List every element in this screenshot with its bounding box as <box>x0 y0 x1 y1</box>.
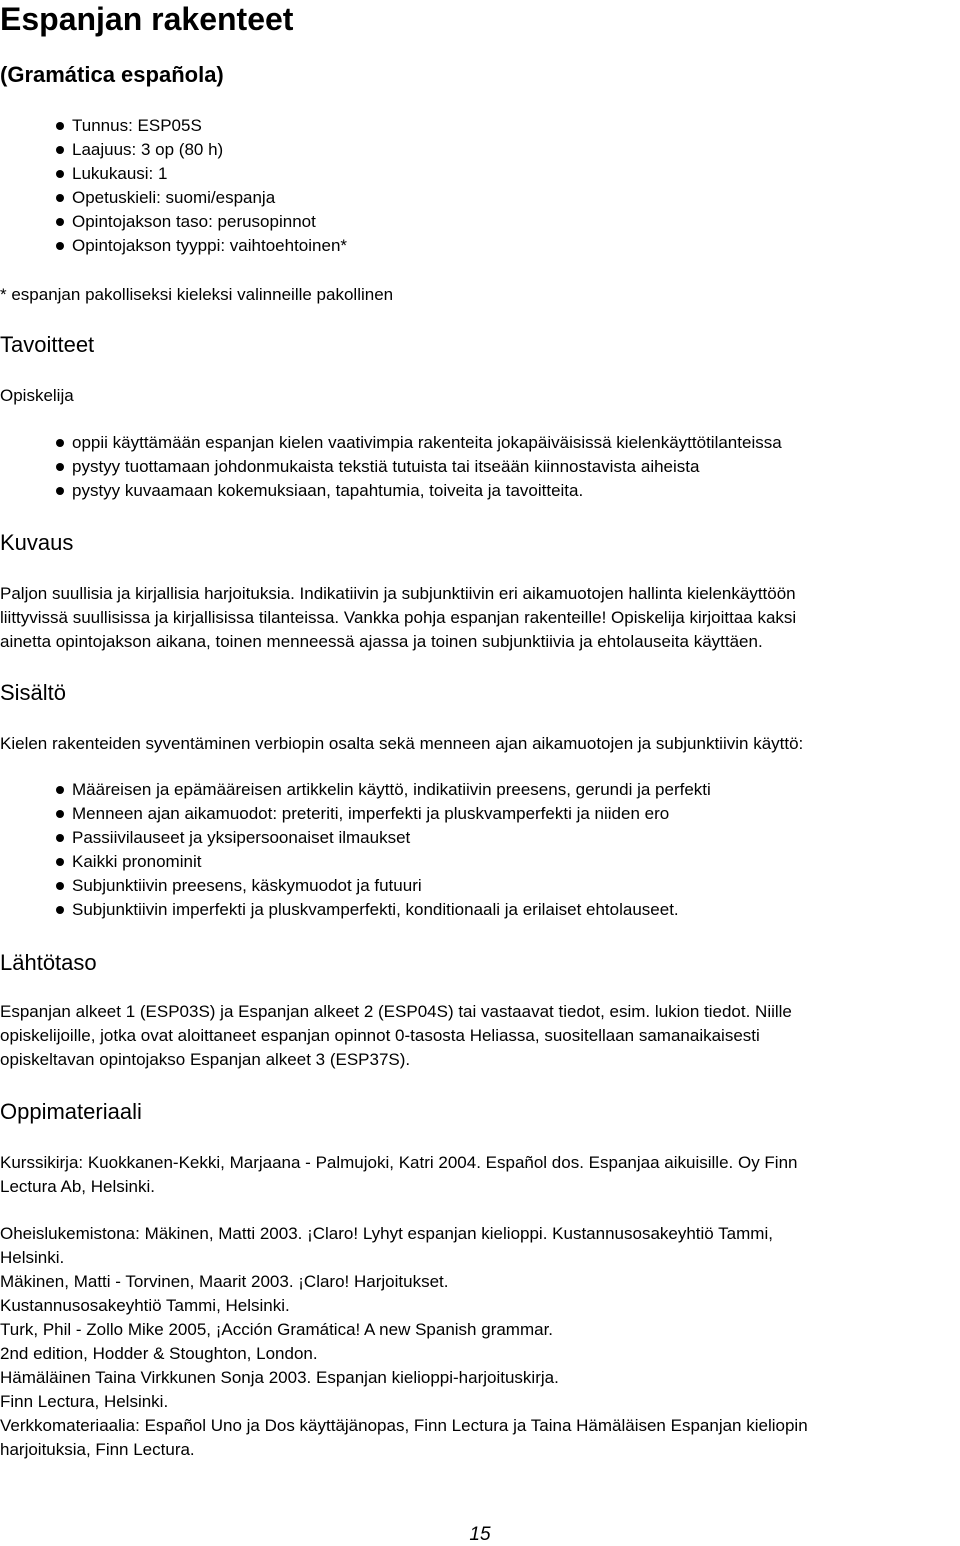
bullet-icon <box>56 463 64 471</box>
bullet-icon <box>56 834 64 842</box>
bullet-icon <box>56 122 64 130</box>
list-item: Opetuskieli: suomi/espanja <box>56 186 347 210</box>
bullet-icon <box>56 858 64 866</box>
bullet-icon <box>56 882 64 890</box>
section-heading-oppimateriaali: Oppimateriaali <box>0 1099 142 1124</box>
list-item: Opintojakson taso: perusopinnot <box>56 210 347 234</box>
sisalto-intro: Kielen rakenteiden syventäminen verbiopin osalta sekä menneen ajan aikamuotojen ja subjunktiivin käyttö: <box>0 734 804 753</box>
tavoitteet-list <box>56 431 782 503</box>
list-item: pystyy kuvaamaan kokemuksiaan, tapahtumia, toiveita ja tavoitteita. <box>56 479 782 503</box>
lahtotaso-paragraph: Espanjan alkeet 1 (ESP03S) ja Espanjan alkeet 2 (ESP04S) tai vastaavat tiedot, esim. lukion tiedot. Niille opiskelijoille, jotka ovat aloittaneet espanjan opinnot 0-tasosta Heliassa, suositellaan samanaikaisesti opiskeltavan opintojakso Espanjan alkeet 3 (ESP37S). <box>0 1002 792 1069</box>
section-heading-kuvaus: Kuvaus <box>0 530 74 555</box>
tavoitteet-intro: Opiskelija <box>0 386 74 405</box>
page-number: 15 <box>469 1524 491 1545</box>
bullet-icon <box>56 906 64 914</box>
bullet-icon <box>56 146 64 154</box>
bullet-icon <box>56 439 64 447</box>
list-item: Lukukausi: 1 <box>56 162 347 186</box>
kuvaus-paragraph: Paljon suullisia ja kirjallisia harjoituksia. Indikatiivin ja subjunktiivin eri aikamuotojen hallinta kielenkäyttöön liittyvissä suullisissa ja kirjallisissa tilanteissa. Vankka pohja espanjan rakenteille! Opiskelija kirjoittaa kaksi ainetta opintojakson aikana, toinen menneessä ajassa ja toinen subjunktiivia ja ehtolauseita käyttäen. <box>0 584 797 651</box>
section-heading-lahtotaso: Lähtötaso <box>0 950 97 975</box>
list-item: Menneen ajan aikamuodot: preteriti, imperfekti ja pluskvamperfekti ja niiden ero <box>56 802 711 826</box>
bullet-icon <box>56 487 64 495</box>
footnote: * espanjan pakolliseksi kieleksi valinneille pakollinen <box>0 285 394 304</box>
page-title: Espanjan rakenteet <box>0 1 294 37</box>
oheislukemisto-paragraph: Oheislukemistona: Mäkinen, Matti 2003. ¡Claro! Lyhyt espanjan kielioppi. Kustannusosakeyhtiö Tammi, Helsinki. Mäkinen, Matti - Torvinen, Maarit 2003. ¡Claro! Harjoitukset. Kustannusosakeyhtiö Tammi, Helsinki. Turk, Phil - Zollo Mike 2005, ¡Acción Gramática! A new Spanish grammar. 2nd edition, Hodder & Stoughton, London. Hämäläinen Taina Virkkunen Sonja 2003. Espanjan kielioppi-harjoituskirja. Finn Lectura, Helsinki. Verkkomateriaalia: Español Uno ja Dos käyttäjänopas, Finn Lectura ja Taina Hämäläisen Espanjan kieliopin harjoituksia, Finn Lectura. <box>0 1224 808 1459</box>
list-item: Kaikki pronominit <box>56 850 711 874</box>
bullet-icon <box>56 242 64 250</box>
bullet-icon <box>56 810 64 818</box>
bullet-icon <box>56 170 64 178</box>
bullet-icon <box>56 786 64 794</box>
list-item: pystyy tuottamaan johdonmukaista tekstiä tutuista tai itseään kiinnostavista aiheista <box>56 455 782 479</box>
section-heading-tavoitteet: Tavoitteet <box>0 332 95 357</box>
list-item: Opintojakson tyyppi: vaihtoehtoinen* <box>56 234 347 258</box>
bullet-icon <box>56 194 64 202</box>
list-item: Passiivilauseet ja yksipersoonaiset ilmaukset <box>56 826 711 850</box>
course-info-list <box>56 114 347 258</box>
sisalto-list <box>56 778 711 922</box>
section-heading-sisalto: Sisältö <box>0 680 67 705</box>
list-item: Laajuus: 3 op (80 h) <box>56 138 347 162</box>
list-item: Subjunktiivin imperfekti ja pluskvamperfekti, konditionaali ja erilaiset ehtolauseet. <box>56 898 711 922</box>
bullet-icon <box>56 218 64 226</box>
list-item: Tunnus: ESP05S <box>56 114 347 138</box>
page-subtitle: (Gramática española) <box>0 62 224 87</box>
list-item: oppii käyttämään espanjan kielen vaativimpia rakenteita jokapäiväisissä kielenkäyttötilanteissa <box>56 431 782 455</box>
list-item: Määreisen ja epämääreisen artikkelin käyttö, indikatiivin preesens, gerundi ja perfekti <box>56 778 711 802</box>
kurssikirja-paragraph: Kurssikirja: Kuokkanen-Kekki, Marjaana - Palmujoki, Katri 2004. Español dos. Espanjaa aikuisille. Oy Finn Lectura Ab, Helsinki. <box>0 1153 798 1196</box>
list-item: Subjunktiivin preesens, käskymuodot ja futuuri <box>56 874 711 898</box>
